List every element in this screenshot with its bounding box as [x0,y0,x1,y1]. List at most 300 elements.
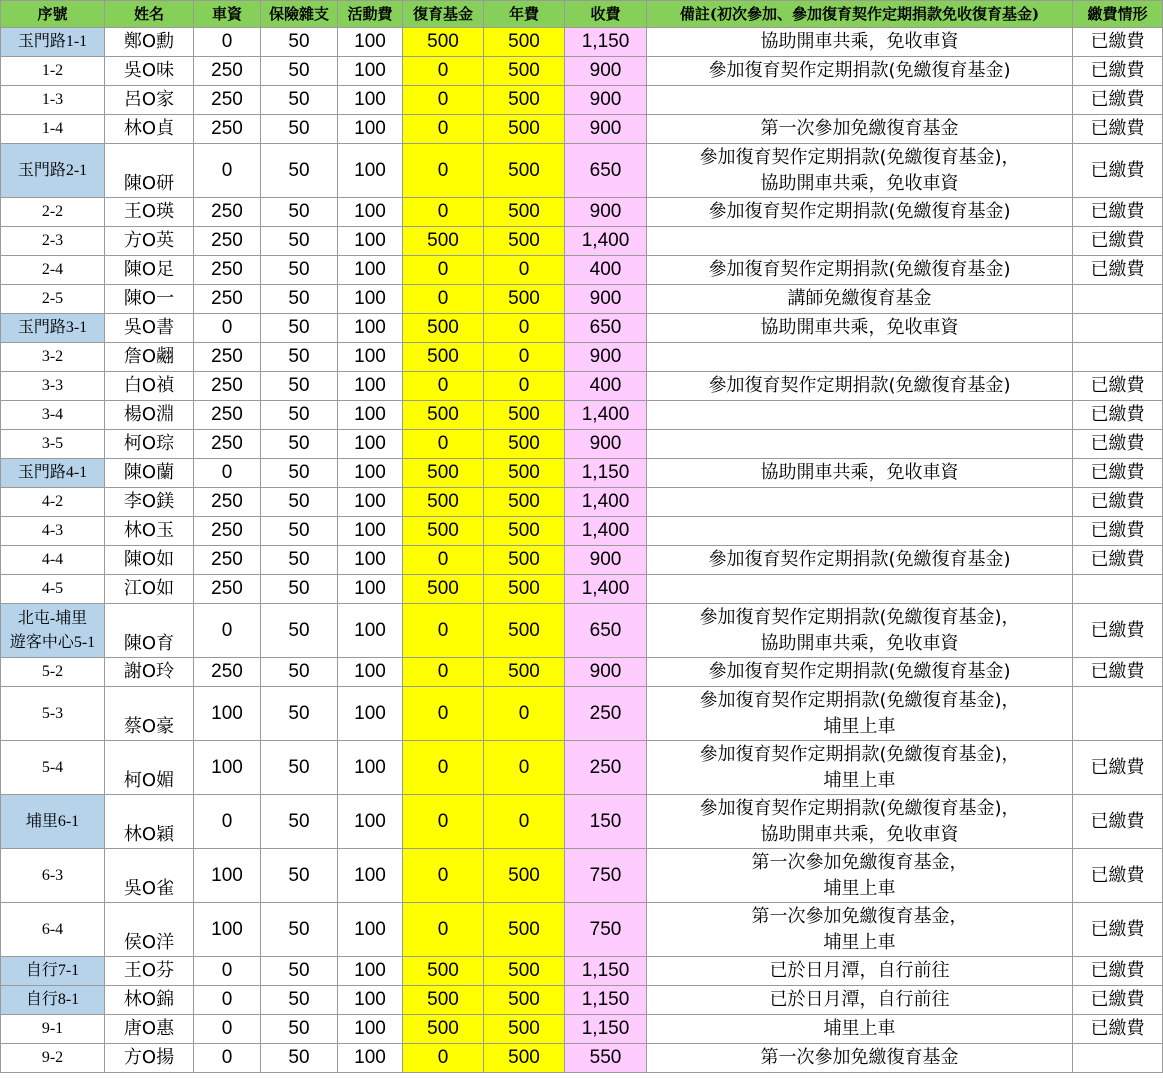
cell-note-line: 參加復育契作定期捐款(免繳復育基金) [708,375,1011,396]
cell-note-line: 埔里上車 [823,1018,896,1039]
cell-fund: 500 [403,459,484,488]
cell-car: 0 [194,1015,261,1044]
cell-paid: 已繳費 [1073,144,1163,198]
cell-activity: 100 [338,28,403,57]
header-fee: 收費 [565,1,647,28]
cell-note [647,517,1073,546]
cell-annual: 500 [484,986,565,1015]
cell-activity: 100 [338,144,403,198]
cell-note [647,575,1073,604]
table-row [1,575,1163,604]
cell-seq: 玉門路2-1 [1,144,105,198]
cell-activity: 100 [338,314,403,343]
cell-annual: 500 [484,430,565,459]
table-row [1,198,1163,227]
cell-activity: 100 [338,227,403,256]
cell-activity: 100 [338,343,403,372]
header-name: 姓名 [105,1,194,28]
cell-note [647,795,1073,849]
cell-annual: 500 [484,28,565,57]
cell-car: 0 [194,28,261,57]
cell-name: 陳O足 [105,256,194,285]
table-row [1,957,1163,986]
cell-insurance: 50 [261,115,338,144]
cell-car: 0 [194,144,261,198]
cell-fee: 750 [565,849,647,903]
cell-seq: 3-4 [1,401,105,430]
cell-note [647,1044,1073,1073]
cell-note [647,28,1073,57]
cell-annual: 500 [484,459,565,488]
cell-note-line: 參加復育契作定期捐款(免繳復育基金) [708,60,1011,81]
cell-fund: 0 [403,658,484,687]
cell-note-line: 埔里上車 [823,877,896,899]
cell-activity: 100 [338,86,403,115]
cell-insurance: 50 [261,343,338,372]
cell-note [647,314,1073,343]
cell-name: 陳O育 [105,604,194,658]
cell-insurance: 50 [261,285,338,314]
cell-paid: 已繳費 [1073,256,1163,285]
cell-activity: 100 [338,795,403,849]
cell-note [647,227,1073,256]
cell-insurance: 50 [261,903,338,957]
cell-paid: 已繳費 [1073,198,1163,227]
cell-fee: 650 [565,604,647,658]
cell-note [647,741,1073,795]
cell-paid: 已繳費 [1073,459,1163,488]
cell-annual: 500 [484,517,565,546]
cell-fee: 650 [565,314,647,343]
cell-paid: 已繳費 [1073,986,1163,1015]
cell-paid [1073,314,1163,343]
cell-seq: 3-5 [1,430,105,459]
cell-fund: 0 [403,741,484,795]
cell-fee: 1,150 [565,459,647,488]
cell-fund: 500 [403,401,484,430]
cell-note [647,849,1073,903]
cell-insurance: 50 [261,986,338,1015]
table-row [1,687,1163,741]
cell-seq: 2-3 [1,227,105,256]
cell-note-line: 參加復育契作定期捐款(免繳復育基金) [708,201,1011,222]
cell-note-line: 講師免繳復育基金 [787,288,932,309]
cell-car: 250 [194,546,261,575]
cell-car: 0 [194,795,261,849]
cell-paid: 已繳費 [1073,372,1163,401]
cell-note-line: 參加復育契作定期捐款(免繳復育基金) [708,661,1011,682]
cell-seq: 玉門路3-1 [1,314,105,343]
table-row [1,658,1163,687]
table-row [1,741,1163,795]
cell-annual: 0 [484,795,565,849]
cell-seq-line: 遊客中心5-1 [9,633,96,651]
cell-note-line: 第一次參加免繳復育基金 [760,118,959,139]
cell-seq: 4-5 [1,575,105,604]
cell-seq: 自行8-1 [1,986,105,1015]
cell-name: 謝O玲 [105,658,194,687]
cell-insurance: 50 [261,372,338,401]
cell-fund: 500 [403,1015,484,1044]
cell-activity: 100 [338,1015,403,1044]
cell-annual: 500 [484,1044,565,1073]
cell-paid [1073,1044,1163,1073]
cell-fee: 900 [565,343,647,372]
cell-note-line: 埔里上車 [823,931,896,953]
table-row [1,459,1163,488]
cell-activity: 100 [338,285,403,314]
cell-car: 250 [194,86,261,115]
cell-name: 蔡O豪 [105,687,194,741]
cell-car: 250 [194,115,261,144]
cell-name: 呂O家 [105,86,194,115]
cell-insurance: 50 [261,546,338,575]
cell-fee: 550 [565,1044,647,1073]
cell-name: 白O禎 [105,372,194,401]
table-row [1,401,1163,430]
cell-note [647,144,1073,198]
cell-name: 林O穎 [105,795,194,849]
cell-note [647,115,1073,144]
cell-fund: 0 [403,372,484,401]
table-row [1,430,1163,459]
cell-note [647,343,1073,372]
cell-seq: 1-4 [1,115,105,144]
cell-annual: 500 [484,198,565,227]
cell-activity: 100 [338,57,403,86]
cell-car: 250 [194,401,261,430]
cell-paid [1073,687,1163,741]
cell-name: 陳O如 [105,546,194,575]
cell-car: 0 [194,957,261,986]
cell-paid: 已繳費 [1073,546,1163,575]
cell-insurance: 50 [261,957,338,986]
cell-paid [1073,285,1163,314]
cell-paid [1073,343,1163,372]
cell-activity: 100 [338,517,403,546]
cell-car: 250 [194,256,261,285]
cell-car: 250 [194,575,261,604]
cell-activity: 100 [338,903,403,957]
cell-fee: 1,150 [565,28,647,57]
cell-fee: 900 [565,285,647,314]
cell-insurance: 50 [261,401,338,430]
cell-name: 詹O翽 [105,343,194,372]
cell-annual: 500 [484,903,565,957]
cell-fund: 0 [403,198,484,227]
header-paid: 繳費情形 [1073,1,1163,28]
cell-fund: 0 [403,144,484,198]
cell-annual: 500 [484,575,565,604]
cell-note [647,488,1073,517]
cell-fund: 500 [403,575,484,604]
cell-insurance: 50 [261,256,338,285]
cell-paid: 已繳費 [1073,849,1163,903]
table-row [1,86,1163,115]
cell-note [647,986,1073,1015]
cell-note-line: 協助開車共乘，免收車資 [760,317,959,338]
cell-note-line: 參加復育契作定期捐款(免繳復育基金)， [699,606,1020,628]
cell-name: 侯O洋 [105,903,194,957]
cell-annual: 0 [484,314,565,343]
cell-annual: 500 [484,1015,565,1044]
cell-annual: 0 [484,372,565,401]
cell-note [647,1015,1073,1044]
cell-car: 100 [194,687,261,741]
cell-fee: 250 [565,687,647,741]
cell-annual: 500 [484,658,565,687]
table-row [1,1015,1163,1044]
table-row [1,285,1163,314]
cell-car: 100 [194,849,261,903]
cell-activity: 100 [338,459,403,488]
cell-fund: 500 [403,488,484,517]
header-note: 備註(初次參加、參加復育契作定期捐款免收復育基金) [647,1,1073,28]
cell-insurance: 50 [261,575,338,604]
cell-seq: 4-2 [1,488,105,517]
cell-paid: 已繳費 [1073,1015,1163,1044]
cell-name: 李O鎂 [105,488,194,517]
cell-name: 陳O一 [105,285,194,314]
table-row [1,314,1163,343]
cell-car: 250 [194,343,261,372]
cell-note [647,430,1073,459]
cell-car: 250 [194,285,261,314]
cell-paid: 已繳費 [1073,488,1163,517]
cell-insurance: 50 [261,658,338,687]
cell-insurance: 50 [261,741,338,795]
cell-note [647,604,1073,658]
cell-activity: 100 [338,849,403,903]
cell-seq: 1-2 [1,57,105,86]
cell-name: 吳O味 [105,57,194,86]
cell-car: 250 [194,430,261,459]
cell-name: 王O芬 [105,957,194,986]
cell-fund: 0 [403,687,484,741]
cell-car: 250 [194,517,261,546]
cell-fee: 1,400 [565,517,647,546]
cell-note-line: 第一次參加免繳復育基金， [751,851,968,873]
cell-seq: 2-2 [1,198,105,227]
cell-fee: 400 [565,256,647,285]
cell-activity: 100 [338,372,403,401]
cell-note-line: 參加復育契作定期捐款(免繳復育基金)， [699,689,1020,711]
cell-paid [1073,575,1163,604]
cell-annual: 500 [484,57,565,86]
cell-car: 250 [194,198,261,227]
cell-insurance: 50 [261,57,338,86]
cell-activity: 100 [338,575,403,604]
cell-activity: 100 [338,430,403,459]
cell-fee: 400 [565,372,647,401]
cell-name: 林O玉 [105,517,194,546]
cell-activity: 100 [338,658,403,687]
cell-fee: 1,400 [565,488,647,517]
cell-fee: 250 [565,741,647,795]
cell-annual: 500 [484,115,565,144]
cell-name: 柯O媚 [105,741,194,795]
header-annual: 年費 [484,1,565,28]
cell-note-line: 參加復育契作定期捐款(免繳復育基金)， [699,146,1020,168]
cell-seq: 玉門路1-1 [1,28,105,57]
cell-car: 100 [194,741,261,795]
cell-note [647,687,1073,741]
cell-insurance: 50 [261,314,338,343]
cell-insurance: 50 [261,28,338,57]
cell-annual: 500 [484,546,565,575]
cell-note [647,285,1073,314]
cell-fee: 150 [565,795,647,849]
cell-fund: 0 [403,903,484,957]
cell-seq: 4-4 [1,546,105,575]
cell-name: 江O如 [105,575,194,604]
table-row [1,256,1163,285]
cell-insurance: 50 [261,144,338,198]
cell-name: 陳O蘭 [105,459,194,488]
cell-note-line: 埔里上車 [823,769,896,791]
cell-fee: 750 [565,903,647,957]
cell-note-line: 協助開車共乘，免收車資 [760,632,959,654]
cell-car: 250 [194,372,261,401]
cell-note-line: 參加復育契作定期捐款(免繳復育基金)， [699,743,1020,765]
cell-fund: 500 [403,517,484,546]
table-row [1,986,1163,1015]
cell-insurance: 50 [261,459,338,488]
cell-fund: 0 [403,430,484,459]
cell-paid: 已繳費 [1073,28,1163,57]
cell-annual: 0 [484,343,565,372]
cell-fund: 500 [403,986,484,1015]
cell-name: 吳O書 [105,314,194,343]
table-row [1,115,1163,144]
cell-fund: 0 [403,849,484,903]
cell-seq: 2-4 [1,256,105,285]
cell-fund: 0 [403,1044,484,1073]
cell-paid: 已繳費 [1073,115,1163,144]
cell-car: 0 [194,604,261,658]
cell-note-line: 已於日月潭，自行前往 [769,989,950,1010]
cell-insurance: 50 [261,687,338,741]
cell-name: 唐O惠 [105,1015,194,1044]
cell-name: 楊O淵 [105,401,194,430]
cell-seq-line: 北屯-埔里 [17,609,88,627]
cell-note [647,658,1073,687]
cell-fee: 900 [565,658,647,687]
cell-name: 方O揚 [105,1044,194,1073]
cell-name: 王O瑛 [105,198,194,227]
cell-annual: 0 [484,687,565,741]
cell-paid: 已繳費 [1073,957,1163,986]
cell-paid: 已繳費 [1073,430,1163,459]
cell-seq: 5-3 [1,687,105,741]
cell-note [647,401,1073,430]
cell-annual: 500 [484,144,565,198]
cell-car: 0 [194,1044,261,1073]
header-seq: 序號 [1,1,105,28]
cell-activity: 100 [338,256,403,285]
cell-note-line: 參加復育契作定期捐款(免繳復育基金) [708,549,1011,570]
cell-activity: 100 [338,546,403,575]
cell-car: 250 [194,658,261,687]
table-row [1,849,1163,903]
cell-insurance: 50 [261,795,338,849]
cell-activity: 100 [338,687,403,741]
cell-insurance: 50 [261,198,338,227]
cell-name: 柯O琮 [105,430,194,459]
cell-note-line: 參加復育契作定期捐款(免繳復育基金) [708,259,1011,280]
table-row [1,372,1163,401]
cell-fund: 0 [403,795,484,849]
cell-annual: 500 [484,227,565,256]
cell-paid: 已繳費 [1073,795,1163,849]
cell-note [647,459,1073,488]
cell-insurance: 50 [261,227,338,256]
cell-seq: 9-2 [1,1044,105,1073]
cell-seq: 6-3 [1,849,105,903]
table-row [1,795,1163,849]
cell-note [647,198,1073,227]
cell-note [647,57,1073,86]
cell-name: 林O貞 [105,115,194,144]
cell-fee: 900 [565,57,647,86]
cell-fund: 0 [403,256,484,285]
cell-fund: 0 [403,57,484,86]
cell-name: 鄭O勳 [105,28,194,57]
cell-note-line: 第一次參加免繳復育基金， [751,905,968,927]
cell-paid: 已繳費 [1073,227,1163,256]
cell-note [647,372,1073,401]
cell-activity: 100 [338,198,403,227]
cell-car: 250 [194,488,261,517]
cell-annual: 500 [484,957,565,986]
cell-car: 100 [194,903,261,957]
cell-annual: 500 [484,604,565,658]
table-row [1,517,1163,546]
cell-note-line: 協助開車共乘，免收車資 [760,172,959,194]
cell-annual: 0 [484,741,565,795]
cell-fee: 1,150 [565,957,647,986]
cell-seq: 2-5 [1,285,105,314]
cell-insurance: 50 [261,1015,338,1044]
cell-name: 林O錦 [105,986,194,1015]
cell-note-line: 參加復育契作定期捐款(免繳復育基金)， [699,797,1020,819]
cell-seq: 5-4 [1,741,105,795]
cell-car: 250 [194,57,261,86]
cell-seq: 3-3 [1,372,105,401]
cell-fee: 1,150 [565,1015,647,1044]
table-row [1,903,1163,957]
cell-seq [1,604,105,658]
cell-paid: 已繳費 [1073,741,1163,795]
cell-note-line: 協助開車共乘，免收車資 [760,823,959,845]
cell-name: 方O英 [105,227,194,256]
cell-note [647,86,1073,115]
cell-car: 250 [194,227,261,256]
cell-car: 0 [194,314,261,343]
cell-paid: 已繳費 [1073,517,1163,546]
cell-fee: 900 [565,115,647,144]
header-activity: 活動費 [338,1,403,28]
cell-activity: 100 [338,488,403,517]
cell-note-line: 協助開車共乘，免收車資 [760,462,959,483]
cell-note-line: 第一次參加免繳復育基金 [760,1047,959,1068]
cell-fund: 500 [403,314,484,343]
cell-fee: 1,400 [565,575,647,604]
cell-seq: 自行7-1 [1,957,105,986]
cell-fee: 650 [565,144,647,198]
cell-note [647,546,1073,575]
header-fund: 復育基金 [403,1,484,28]
